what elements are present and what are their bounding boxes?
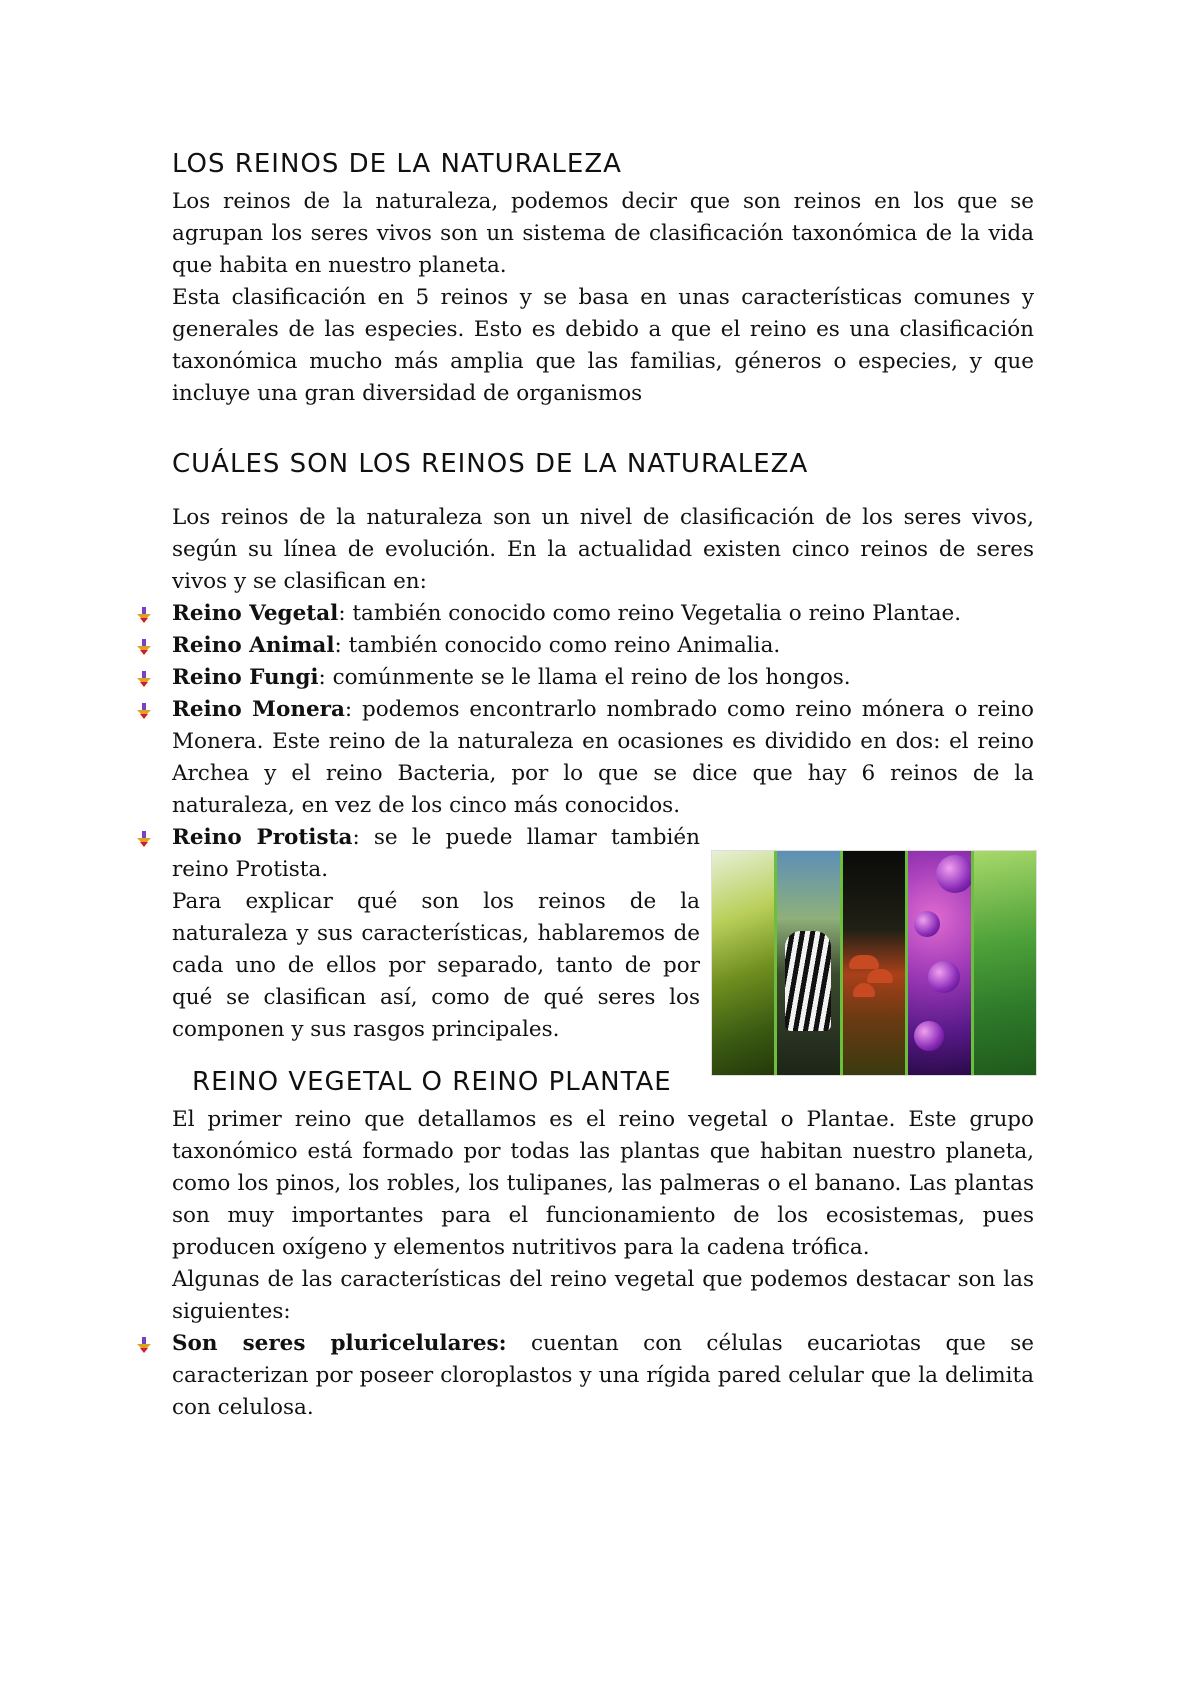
text-animal: : también conocido como reino Animalia.	[334, 633, 781, 658]
heading-reinos: LOS REINOS DE LA NATURALEZA	[172, 149, 622, 179]
list-item-vegetal	[172, 598, 1034, 630]
term-pluricelulares: Son seres pluricelulares:	[172, 1331, 507, 1356]
protista-strip	[974, 851, 1036, 1075]
list-item-animal	[172, 630, 1034, 662]
paragraph-explicar: Para explicar qué son los reinos de la naturaleza y sus características, hablaremos de cada uno de ellos por separado, tanto de por qué se clasifican así, como de qué seres los componen y sus rasgos principales.	[172, 889, 700, 1042]
heading-cuales-son: CUÁLES SON LOS REINOS DE LA NATURALEZA	[172, 449, 809, 479]
paragraph-cuales-intro: Los reinos de la naturaleza son un nivel de clasificación de los seres vivos, según su línea de evolución. En la actualidad existen cinco reinos de seres vivos y se clasifican en:	[172, 505, 1034, 594]
term-fungi: Reino Fungi	[172, 665, 319, 690]
text-vegetal: : también conocido como reino Vegetalia o reino Plantae.	[338, 601, 962, 626]
text-protista: : se le puede llamar también reino Protista.	[172, 825, 701, 882]
plant-strip	[712, 851, 774, 1075]
paragraph-intro-2: Esta clasificación en 5 reinos y se basa en unas características comunes y generales de las especies. Esto es debido a que el reino es una clasificación taxonómica mucho más amplia que las familias, géneros o especies, y que incluye una gran diversidad de organismos	[172, 285, 1034, 406]
term-protista: Reino Protista	[172, 825, 353, 850]
bullet-arrow-icon	[136, 639, 152, 655]
term-animal: Reino Animal	[172, 633, 335, 658]
kingdoms-list	[172, 598, 1034, 886]
bullet-arrow-icon	[136, 831, 152, 847]
bullet-arrow-icon	[136, 607, 152, 623]
text-monera: : podemos encontrarlo nombrado como reino mónera o reino Monera. Este reino de la naturaleza en ocasiones es dividido en dos: el reino Archea y el reino Bacteria, por lo que se dice que hay 6 reinos de la naturaleza, en vez de los cinco más conocidos.	[172, 697, 1034, 818]
list-item-pluricelulares	[172, 1328, 1034, 1424]
term-monera: Reino Monera	[172, 697, 345, 722]
animal-strip	[777, 851, 839, 1075]
fungi-strip	[843, 851, 905, 1075]
bullet-arrow-icon	[136, 703, 152, 719]
monera-strip	[908, 851, 970, 1075]
text-fungi: : comúnmente se le llama el reino de los hongos.	[318, 665, 851, 690]
kingdoms-collage-image	[711, 850, 1037, 1076]
heading-reino-vegetal: REINO VEGETAL O REINO PLANTAE	[192, 1067, 672, 1097]
paragraph-vegetal-1: El primer reino que detallamos es el reino vegetal o Plantae. Este grupo taxonómico está formado por todas las plantas que habitan nuestro planeta, como los pinos, los robles, los tulipanes, las palmeras o el banano. Las plantas son muy importantes para el funcionamiento de los ecosistemas, pues producen oxígeno y elementos nutritivos para la cadena trófica.	[172, 1107, 1034, 1260]
bullet-arrow-icon	[136, 1337, 152, 1353]
document-page	[172, 140, 1034, 1424]
term-vegetal: Reino Vegetal	[172, 601, 339, 626]
list-item-fungi	[172, 662, 1034, 694]
list-item-monera	[172, 694, 1034, 822]
vegetal-characteristics-list	[172, 1328, 1034, 1424]
text-pluricelulares: cuentan con células eucariotas que se caracterizan por poseer cloroplastos y una rígida pared celular que la delimita con celulosa.	[172, 1331, 1034, 1420]
paragraph-vegetal-2: Algunas de las características del reino vegetal que podemos destacar son las siguientes:	[172, 1267, 1034, 1324]
bullet-arrow-icon	[136, 671, 152, 687]
paragraph-intro-1: Los reinos de la naturaleza, podemos decir que son reinos en los que se agrupan los seres vivos son un sistema de clasificación taxonómica de la vida que habita en nuestro planeta.	[172, 189, 1034, 278]
